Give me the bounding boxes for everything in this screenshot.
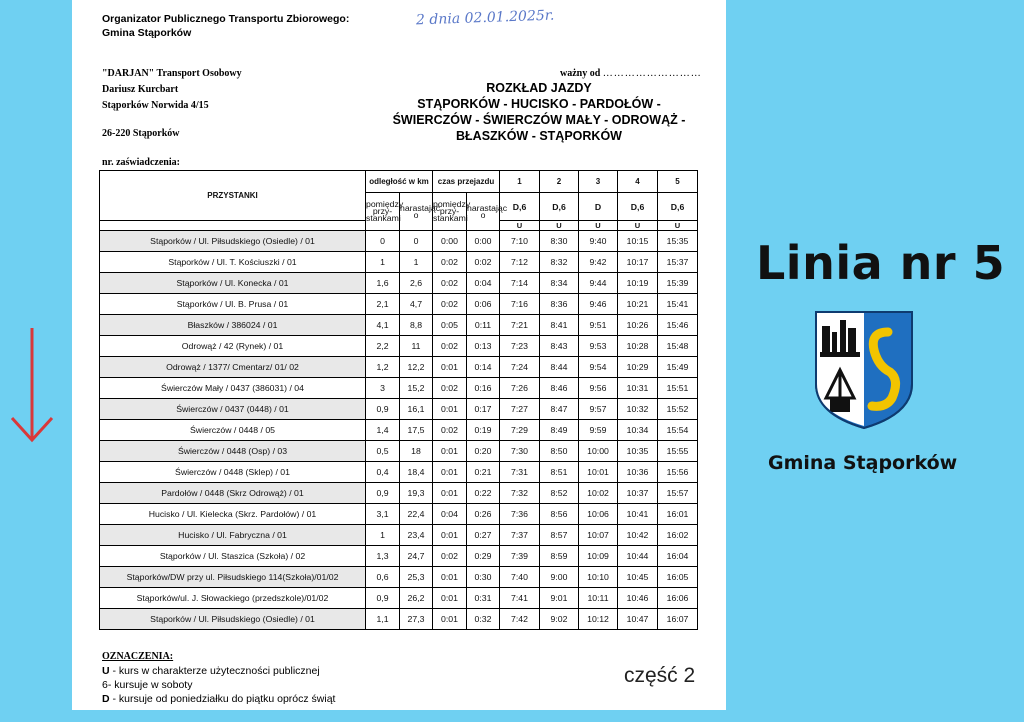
organizer-line2: Gmina Stąporków [102,27,192,39]
handwritten-note: 2 dnia 02.01.2025r. [415,7,555,29]
departure-time: 10:35 [618,441,658,462]
valid-from-label: ważny od [560,68,601,79]
departure-time: 10:12 [579,609,618,630]
carrier-block [102,66,242,142]
stop-name: Stąporków / Ul. Piłsudskiego (Osiedle) / 01 [100,609,366,630]
title-line1: ROZKŁAD JAZDY [486,81,592,95]
departure-time: 7:37 [500,525,540,546]
departure-time: 8:52 [540,483,579,504]
departure-time: 7:40 [500,567,540,588]
stop-name: Stąporków/DW przy ul. Piłsudskiego 114(Szkoła)/01/02 [100,567,366,588]
course-number: 4 [618,171,658,193]
departure-time: 10:29 [618,357,658,378]
stop-name: Odrowąż / 1377/ Cmentarz/ 01/ 02 [100,357,366,378]
departure-time: 10:46 [618,588,658,609]
departure-time: 8:47 [540,399,579,420]
distance-cumulative: 24,7 [400,546,433,567]
stop-name: Stąporków / Ul. B. Prusa / 01 [100,294,366,315]
time-between: 0:02 [433,336,467,357]
departure-time: 16:02 [658,525,698,546]
distance-cumulative: 18,4 [400,462,433,483]
departure-time: 7:26 [500,378,540,399]
stop-name: Błaszków / 386024 / 01 [100,315,366,336]
organizer-block [102,12,349,40]
departure-time: 10:09 [579,546,618,567]
stop-name: Świerczów / 0437 (0448) / 01 [100,399,366,420]
course-number: 1 [500,171,540,193]
table-row [100,378,698,399]
stop-name: Stąporków / Ul. Piłsudskiego (Osiedle) / 01 [100,231,366,252]
distance-cumulative: 26,2 [400,588,433,609]
stop-name: Odrowąż / 42 (Rynek) / 01 [100,336,366,357]
time-cumulative: 0:22 [467,483,500,504]
departure-time: 7:41 [500,588,540,609]
stop-name: Stąporków/ul. J. Słowackiego (przedszkole)/01/02 [100,588,366,609]
certificate-label: nr. zaświadczenia: [102,157,180,168]
table-row [100,462,698,483]
distance-cumulative: 16,1 [400,399,433,420]
time-between: 0:05 [433,315,467,336]
table-row [100,420,698,441]
table-row [100,546,698,567]
course-days: D,6 [500,193,540,221]
distance-cumulative: 8,8 [400,315,433,336]
departure-time: 9:40 [579,231,618,252]
distance-cumulative: 1 [400,252,433,273]
departure-time: 8:50 [540,441,579,462]
departure-time: 9:53 [579,336,618,357]
carrier-street: Stąporków Norwida 4/15 [102,100,209,111]
municipality-name: Gmina Stąporków [768,452,958,474]
time-cumulative: 0:26 [467,504,500,525]
carrier-owner: Dariusz Kurcbart [102,84,179,95]
departure-time: 8:41 [540,315,579,336]
time-between: 0:01 [433,567,467,588]
departure-time: 7:29 [500,420,540,441]
distance-between: 1,2 [366,357,400,378]
table-row [100,483,698,504]
table-row [100,588,698,609]
departure-time: 10:31 [618,378,658,399]
distance-cumulative-header: narastając o [400,193,433,231]
departure-time: 7:31 [500,462,540,483]
line-title: Linia nr 5 [756,236,1006,290]
distance-cumulative: 19,3 [400,483,433,504]
departure-time: 8:57 [540,525,579,546]
legend-text: - kursuje od poniedziałku do piątku oprócz świąt [109,693,336,705]
departure-time: 7:24 [500,357,540,378]
departure-time: 8:32 [540,252,579,273]
departure-time: 15:54 [658,420,698,441]
departure-time: 10:45 [618,567,658,588]
course-number: 5 [658,171,698,193]
departure-time: 7:32 [500,483,540,504]
distance-between: 4,1 [366,315,400,336]
distance-between: 0,4 [366,462,400,483]
carrier-city: 26-220 Stąporków [102,128,180,139]
course-days: D [579,193,618,221]
departure-time: 16:01 [658,504,698,525]
departure-time: 10:00 [579,441,618,462]
course-type: U [658,221,698,231]
time-cumulative: 0:19 [467,420,500,441]
stop-name: Świerczów Mały / 0437 (386031) / 04 [100,378,366,399]
title-line3: ŚWIERCZÓW - ŚWIERCZÓW MAŁY - ODROWĄŻ - [392,113,686,127]
distance-between: 0,9 [366,483,400,504]
departure-time: 7:36 [500,504,540,525]
time-cumulative: 0:17 [467,399,500,420]
course-days: D,6 [658,193,698,221]
departure-time: 7:42 [500,609,540,630]
stop-name: Stąporków / Ul. T. Kościuszki / 01 [100,252,366,273]
departure-time: 7:12 [500,252,540,273]
departure-time: 7:16 [500,294,540,315]
time-header: czas przejazdu [433,171,500,193]
time-cumulative: 0:29 [467,546,500,567]
time-cumulative: 0:04 [467,273,500,294]
departure-time: 9:51 [579,315,618,336]
time-cumulative: 0:02 [467,252,500,273]
departure-time: 10:28 [618,336,658,357]
table-row [100,357,698,378]
time-cumulative: 0:00 [467,231,500,252]
departure-time: 8:36 [540,294,579,315]
departure-time: 16:06 [658,588,698,609]
timetable-document [72,0,726,710]
departure-time: 15:39 [658,273,698,294]
table-row [100,609,698,630]
time-cumulative: 0:13 [467,336,500,357]
departure-time: 7:10 [500,231,540,252]
header-row-1 [100,171,698,193]
time-between: 0:04 [433,504,467,525]
distance-cumulative: 15,2 [400,378,433,399]
course-days: D,6 [540,193,579,221]
time-cumulative: 0:32 [467,609,500,630]
course-type: U [579,221,618,231]
time-cumulative: 0:31 [467,588,500,609]
departure-time: 15:49 [658,357,698,378]
distance-cumulative: 25,3 [400,567,433,588]
stop-name: Hucisko / Ul. Fabryczna / 01 [100,525,366,546]
departure-time: 10:01 [579,462,618,483]
distance-cumulative: 27,3 [400,609,433,630]
time-between: 0:01 [433,525,467,546]
departure-time: 10:19 [618,273,658,294]
departure-time: 10:02 [579,483,618,504]
departure-time: 9:02 [540,609,579,630]
time-cumulative: 0:06 [467,294,500,315]
departure-time: 10:44 [618,546,658,567]
time-between: 0:02 [433,294,467,315]
departure-time: 8:46 [540,378,579,399]
distance-cumulative: 2,6 [400,273,433,294]
departure-time: 8:49 [540,420,579,441]
time-between: 0:01 [433,357,467,378]
legend-item [102,664,335,678]
departure-time: 10:41 [618,504,658,525]
departure-time: 9:46 [579,294,618,315]
time-between: 0:01 [433,588,467,609]
departure-time: 7:39 [500,546,540,567]
departure-time: 9:57 [579,399,618,420]
distance-between: 0 [366,231,400,252]
time-cumulative: 0:20 [467,441,500,462]
time-between: 0:02 [433,546,467,567]
departure-time: 7:14 [500,273,540,294]
departure-time: 9:56 [579,378,618,399]
departure-time: 10:15 [618,231,658,252]
stop-name: Pardołów / 0448 (Skrz Odrowąż) / 01 [100,483,366,504]
course-type: U [500,221,540,231]
table-row [100,567,698,588]
departure-time: 8:59 [540,546,579,567]
legend-code: U [102,665,110,677]
time-between: 0:02 [433,420,467,441]
carrier-name: "DARJAN" Transport Osobowy [102,68,242,79]
table-row [100,441,698,462]
time-between: 0:02 [433,273,467,294]
departure-time: 8:43 [540,336,579,357]
distance-between: 1,6 [366,273,400,294]
departure-time: 15:48 [658,336,698,357]
departure-time: 9:59 [579,420,618,441]
distance-cumulative: 17,5 [400,420,433,441]
distance-between: 1,4 [366,420,400,441]
departure-time: 15:41 [658,294,698,315]
table-row [100,252,698,273]
time-between-header: pomiędzy przy-stankami [433,193,467,231]
distance-between: 2,1 [366,294,400,315]
distance-between: 0,5 [366,441,400,462]
departure-time: 8:56 [540,504,579,525]
departure-time: 16:05 [658,567,698,588]
departure-time: 15:51 [658,378,698,399]
table-row [100,315,698,336]
stop-name: Stąporków / Ul. Staszica (Szkoła) / 02 [100,546,366,567]
departure-time: 16:07 [658,609,698,630]
time-cumulative-header: narastając o [467,193,500,231]
distance-cumulative: 18 [400,441,433,462]
part-label: część 2 [624,664,696,687]
time-between: 0:01 [433,441,467,462]
distance-between: 2,2 [366,336,400,357]
stops-header: PRZYSTANKI [100,171,366,221]
empty-cell [100,221,366,231]
distance-between: 3,1 [366,504,400,525]
departure-time: 15:35 [658,231,698,252]
departure-time: 10:36 [618,462,658,483]
legend-text: 6- kursuje w soboty [102,679,193,691]
time-cumulative: 0:30 [467,567,500,588]
table-row [100,399,698,420]
distance-between: 1 [366,252,400,273]
departure-time: 15:46 [658,315,698,336]
departure-time: 10:17 [618,252,658,273]
course-type: U [540,221,579,231]
distance-cumulative: 22,4 [400,504,433,525]
distance-between: 0,9 [366,588,400,609]
distance-between-header: pomiędzy przy-stankami [366,193,400,231]
departure-time: 9:00 [540,567,579,588]
distance-between: 1,1 [366,609,400,630]
departure-time: 10:37 [618,483,658,504]
distance-between: 0,9 [366,399,400,420]
time-between: 0:00 [433,231,467,252]
time-between: 0:01 [433,609,467,630]
course-number: 3 [579,171,618,193]
distance-cumulative: 11 [400,336,433,357]
table-row [100,294,698,315]
departure-time: 7:30 [500,441,540,462]
departure-time: 10:07 [579,525,618,546]
departure-time: 7:27 [500,399,540,420]
departure-time: 10:26 [618,315,658,336]
departure-time: 10:10 [579,567,618,588]
legend-text: - kurs w charakterze użyteczności publicznej [109,665,320,677]
departure-time: 10:11 [579,588,618,609]
departure-time: 8:51 [540,462,579,483]
distance-cumulative: 4,7 [400,294,433,315]
table-row [100,231,698,252]
distance-between: 3 [366,378,400,399]
departure-time: 15:37 [658,252,698,273]
departure-time: 10:21 [618,294,658,315]
time-between: 0:02 [433,252,467,273]
departure-time: 7:23 [500,336,540,357]
departure-time: 9:44 [579,273,618,294]
title-line2: STĄPORKÓW - HUCISKO - PARDOŁÓW - [417,97,661,111]
departure-time: 15:55 [658,441,698,462]
time-between: 0:01 [433,462,467,483]
organizer-line1: Organizator Publicznego Transportu Zbiorowego: [102,13,350,25]
departure-time: 8:30 [540,231,579,252]
departure-time: 10:42 [618,525,658,546]
departure-time: 10:06 [579,504,618,525]
distance-header: odległość w km [366,171,433,193]
table-row [100,504,698,525]
departure-time: 7:21 [500,315,540,336]
stop-name: Hucisko / Ul. Kielecka (Skrz. Pardołów) / 01 [100,504,366,525]
time-cumulative: 0:16 [467,378,500,399]
stop-name: Stąporków / Ul. Konecka / 01 [100,273,366,294]
legend-item [102,678,335,692]
distance-cumulative: 23,4 [400,525,433,546]
departure-time: 10:47 [618,609,658,630]
time-between: 0:01 [433,483,467,504]
time-cumulative: 0:27 [467,525,500,546]
timetable-table [99,170,698,630]
departure-time: 9:42 [579,252,618,273]
legend-item [102,692,335,706]
legend [102,650,335,706]
table-row [100,525,698,546]
valid-from-dots: ……………………… [602,68,702,79]
timetable-title [374,80,704,144]
departure-time: 15:57 [658,483,698,504]
distance-cumulative: 12,2 [400,357,433,378]
table-row [100,273,698,294]
course-type: U [618,221,658,231]
time-between: 0:02 [433,378,467,399]
stop-name: Świerczów / 0448 (Osp) / 03 [100,441,366,462]
departure-time: 9:54 [579,357,618,378]
distance-cumulative: 0 [400,231,433,252]
time-cumulative: 0:21 [467,462,500,483]
course-days: D,6 [618,193,658,221]
table-row [100,336,698,357]
stop-name: Świerczów / 0448 (Sklep) / 01 [100,462,366,483]
title-line4: BŁASZKÓW - STĄPORKÓW [456,129,622,143]
legend-code: D [102,693,110,705]
coat-of-arms-icon [814,310,914,435]
course-number: 2 [540,171,579,193]
departure-time: 9:01 [540,588,579,609]
departure-time: 15:52 [658,399,698,420]
departure-time: 10:34 [618,420,658,441]
valid-from [560,68,702,79]
distance-between: 0,6 [366,567,400,588]
stop-name: Świerczów / 0448 / 05 [100,420,366,441]
distance-between: 1,3 [366,546,400,567]
arrow-down-icon [8,326,56,451]
departure-time: 15:56 [658,462,698,483]
departure-time: 16:04 [658,546,698,567]
time-cumulative: 0:11 [467,315,500,336]
departure-time: 10:32 [618,399,658,420]
departure-time: 8:34 [540,273,579,294]
departure-time: 8:44 [540,357,579,378]
time-between: 0:01 [433,399,467,420]
legend-title: OZNACZENIA: [102,651,174,662]
distance-between: 1 [366,525,400,546]
time-cumulative: 0:14 [467,357,500,378]
